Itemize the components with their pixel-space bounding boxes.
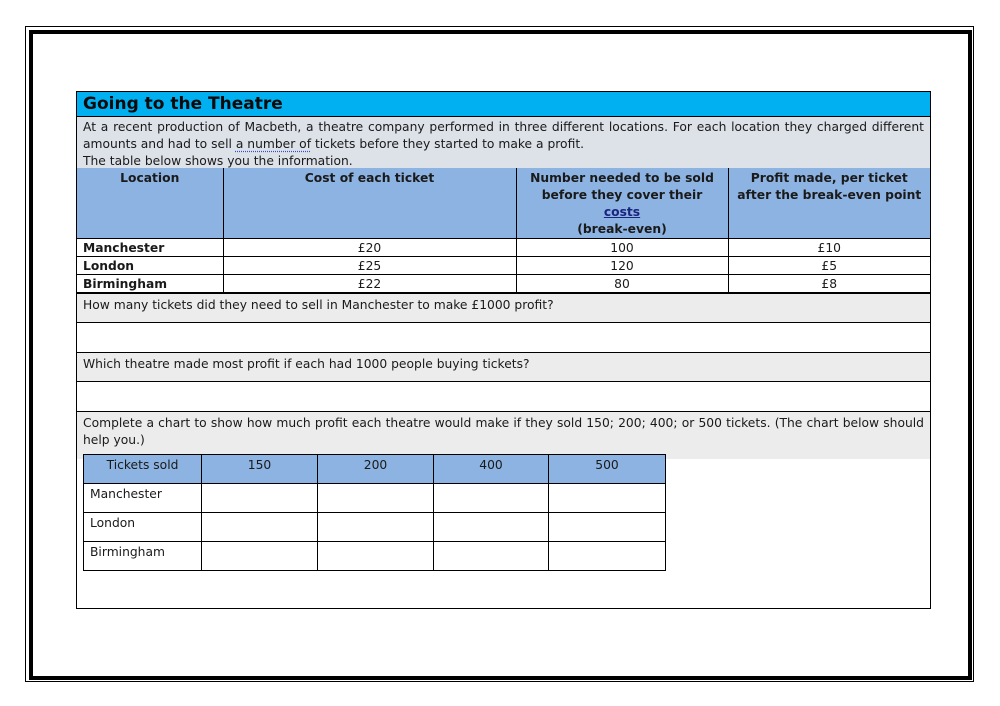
row-label: London bbox=[84, 513, 202, 542]
header-150: 150 bbox=[202, 455, 318, 484]
cell-cost: £22 bbox=[223, 275, 516, 293]
question-1: How many tickets did they need to sell in Manchester to make £1000 profit? bbox=[77, 293, 930, 322]
cell-breakeven: 80 bbox=[516, 275, 728, 293]
header-200: 200 bbox=[318, 455, 434, 484]
header-cost: Cost of each ticket bbox=[223, 168, 516, 239]
row-label: Manchester bbox=[84, 484, 202, 513]
answer-cell[interactable] bbox=[434, 484, 549, 513]
info-table-header bbox=[77, 168, 930, 239]
header-breakeven-costs: costs bbox=[603, 205, 641, 219]
header-breakeven-text: Number needed to be sold before they cover their bbox=[530, 171, 714, 202]
worksheet-title: Going to the Theatre bbox=[77, 92, 930, 117]
profit-table bbox=[83, 454, 666, 571]
answer-cell[interactable] bbox=[549, 542, 666, 571]
cell-location: Birmingham bbox=[77, 275, 223, 293]
question-3: Complete a chart to show how much profit each theatre would make if they sold 150; 200; 400; or 500 tickets. (The chart below should help you.) bbox=[77, 411, 930, 459]
answer-cell[interactable] bbox=[318, 513, 434, 542]
answer-cell[interactable] bbox=[318, 484, 434, 513]
answer-cell[interactable] bbox=[434, 513, 549, 542]
answer-cell[interactable] bbox=[318, 542, 434, 571]
header-breakeven-note: (break-even) bbox=[577, 222, 667, 236]
cell-profit: £5 bbox=[728, 257, 930, 275]
table-row bbox=[84, 542, 666, 571]
header-location: Location bbox=[77, 168, 223, 239]
answer-cell[interactable] bbox=[202, 542, 318, 571]
worksheet bbox=[76, 91, 931, 609]
header-400: 400 bbox=[434, 455, 549, 484]
header-profit: Profit made, per ticket after the break-even point bbox=[728, 168, 930, 239]
answer-1-field[interactable] bbox=[77, 322, 930, 352]
row-label: Birmingham bbox=[84, 542, 202, 571]
cell-breakeven: 120 bbox=[516, 257, 728, 275]
cell-cost: £20 bbox=[223, 239, 516, 257]
intro-line-2b: tickets before they started to make a profit. bbox=[311, 137, 585, 151]
intro-text bbox=[77, 117, 930, 168]
answer-cell[interactable] bbox=[202, 513, 318, 542]
intro-line-2a: charged different amounts and had to sell bbox=[83, 120, 924, 151]
cell-location: Manchester bbox=[77, 239, 223, 257]
question-2: Which theatre made most profit if each had 1000 people buying tickets? bbox=[77, 352, 930, 381]
header-breakeven bbox=[516, 168, 728, 239]
table-row bbox=[77, 275, 930, 293]
intro-line-3: The table below shows you the information. bbox=[83, 154, 353, 168]
answer-cell[interactable] bbox=[549, 513, 666, 542]
header-500: 500 bbox=[549, 455, 666, 484]
grammar-flag[interactable]: a number of bbox=[235, 137, 312, 151]
header-tickets-sold: Tickets sold bbox=[84, 455, 202, 484]
intro-line-1: At a recent production of Macbeth, a theatre company performed in three different locations. For each location they bbox=[83, 120, 813, 134]
table-row bbox=[77, 257, 930, 275]
cell-breakeven: 100 bbox=[516, 239, 728, 257]
table-row bbox=[77, 239, 930, 257]
profit-table-header bbox=[84, 455, 666, 484]
info-table bbox=[77, 168, 930, 293]
cell-profit: £10 bbox=[728, 239, 930, 257]
answer-2-field[interactable] bbox=[77, 381, 930, 411]
table-row bbox=[84, 513, 666, 542]
answer-cell[interactable] bbox=[434, 542, 549, 571]
cell-profit: £8 bbox=[728, 275, 930, 293]
cell-cost: £25 bbox=[223, 257, 516, 275]
table-row bbox=[84, 484, 666, 513]
answer-cell[interactable] bbox=[202, 484, 318, 513]
cell-location: London bbox=[77, 257, 223, 275]
answer-cell[interactable] bbox=[549, 484, 666, 513]
